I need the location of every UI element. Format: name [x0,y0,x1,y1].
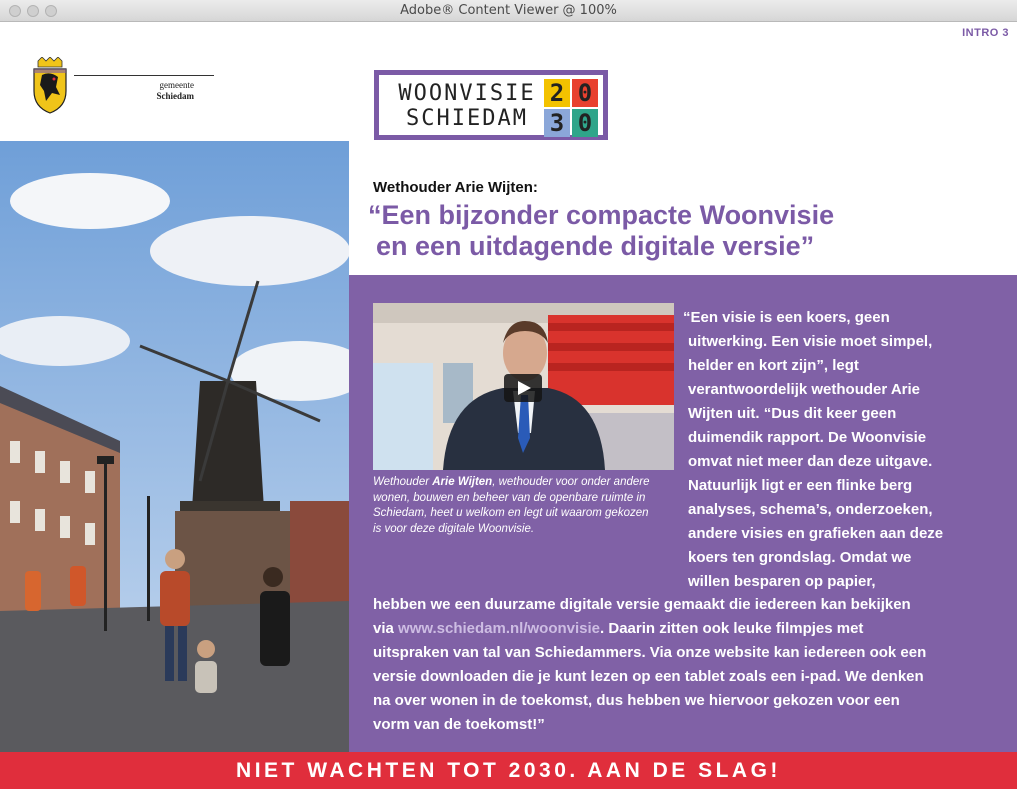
caption-rest: , wethouder voor onder andere wonen, bouwen en beheer van de openbare ruimte in Schiedam, heet u welkom en legt uit waarom gekozen is voor deze digitale Woonvisie. [373,476,650,535]
woonvisie-website-link[interactable]: www.schiedam.nl/woonvisie [398,620,601,637]
logo-digit-2: 0 [572,79,598,107]
column-line: “Een visie is een koers, geen [683,309,890,326]
municipality-line2: Schiedam [156,91,194,101]
play-icon[interactable] [504,374,542,402]
logo-word-woonvisie: WOONVISIE [398,81,536,106]
column-line: omvat niet meer dan deze uitgave. [688,453,933,470]
body-line: vorm van de toekomst!” [373,716,545,733]
body-line2-pre: via [373,620,399,637]
body-line: hebben we een duurzame digitale versie gemaakt die iedereen kan bekijken [373,596,911,613]
column-line: Wijten uit. “Dus dit keer geen [688,405,897,422]
logo-digit-3: 3 [544,109,570,137]
windmill-street-photo [0,141,349,752]
article-column-text [683,306,1013,594]
body-line [373,617,1003,641]
headline-line2: en een uitdagende digitale versie” [376,231,815,261]
logo-words [387,81,547,131]
logo-digit-1: 2 [544,79,570,107]
column-line: koers ten grondslag. Omdat we [688,549,912,566]
woonvisie-logo [374,70,608,140]
body-line2-post: . Daarin zitten ook leuke filmpjes met [600,620,864,637]
logo-word-schiedam: SCHIEDAM [406,106,528,131]
window-titlebar [0,0,1017,22]
headline-line1: “Een bijzonder compacte Woonvisie [368,200,835,230]
municipality-name [74,80,194,102]
logo-year-grid [544,79,598,137]
body-line: na over wonen in de toekomst, dus hebben we hiervoor gekozen voor een [373,692,900,709]
column-line: verantwoordelijk wethouder Arie [688,381,920,398]
page-label: INTRO 3 [962,27,1009,39]
column-line: Natuurlijk ligt er een flinke berg [688,477,913,494]
body-line: uitspraken van tal van Schiedammers. Via onze website kan iedereen ook een [373,644,927,661]
column-line: uitwerking. Een visie moet simpel, [688,333,933,350]
content-page [0,23,1017,789]
caption-prefix: Wethouder [373,476,433,488]
column-line: duimendik rapport. De Woonvisie [688,429,927,446]
column-line: willen besparen op papier, [688,573,876,590]
body-line: versie downloaden die je kunt lezen op een tablet zoals een i-pad. We denken [373,668,924,685]
schiedam-crest-icon [32,57,68,115]
intro-video[interactable] [373,303,674,470]
municipality-rule [74,75,214,76]
municipality-line1: gemeente [159,80,194,90]
logo-digit-4: 0 [572,109,598,137]
column-line: analyses, schema’s, onderzoeken, [688,501,933,518]
bottom-banner: NIET WACHTEN TOT 2030. AAN DE SLAG! [0,752,1017,789]
article-headline [368,200,1008,262]
column-line: helder en kort zijn”, legt [688,357,859,374]
caption-name: Arie Wijten [432,476,493,488]
video-caption [373,475,653,537]
article-body-text [373,593,1003,737]
column-line: andere visies en grafieken aan deze [688,525,944,542]
window-title: Adobe® Content Viewer @ 100% [400,3,617,18]
article-kicker: Wethouder Arie Wijten: [373,179,538,196]
